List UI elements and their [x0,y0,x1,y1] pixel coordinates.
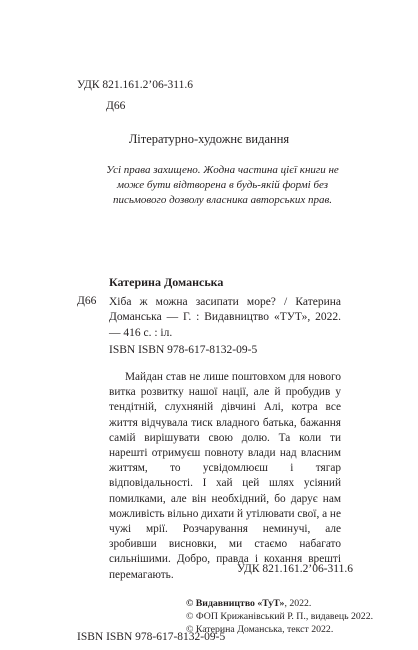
publisher-name: © Видавництво «ТуТ» [186,598,285,609]
author-name: Катерина Доманська [109,275,224,289]
bibliographic-description: Хіба ж можна засипати море? / Катерина Доманська — Г. : Видавництво «ТУТ», 2022. — 416 с. : іл. [109,296,341,339]
rights-notice: Усі права захищено. Жодна частина цієї книги не може бути відтворена в будь-якій формі без письмового дозволу власника авторських прав. [106,164,339,206]
udk-block [77,78,193,113]
book-abstract: Майдан став не лише поштовхом для нового витка розвитку нашої нації, але й пробудив у тендітній, слухняній дівчині Алі, котра все життя відчувала тиск владного батька, бажання самій вирішувати свою долю. Та коли ти нарешті отримуєш повноту влади над власним життям, то усвідомлюєш і тягар відповідальності. І хай цей шлях усіяний помилками, але він необхідний, бо дарує нам можливість вільно дихати й утілювати свої, а не чужі мрії. Розчарування неминучі, але зробивши висновки, ми стаємо набагато сильнішими. Добро, правда і кохання врешті перемагають. [109,371,341,581]
publisher-year: , 2022. [284,598,312,609]
isbn-middle: ISBN ISBN 978-617-8132-09-5 [109,344,258,356]
bibliographic-index: Д66 [77,295,97,307]
copyright-fop: © ФОП Крижанівський Р. П., видавець 2022. [186,611,374,622]
author-index: Д66 [106,100,126,112]
udk-code: УДК 821.161.2’06-311.6 [77,79,193,91]
udk-bottom: УДК 821.161.2’06-311.6 [237,563,353,575]
copyright-publisher [186,597,373,610]
copyright-author: © Катерина Доманська, текст 2022. [186,624,334,635]
isbn-bottom: ISBN ISBN 978-617-8132-09-5 [77,631,226,643]
genre-label: Літературно-художнє видання [128,132,290,146]
